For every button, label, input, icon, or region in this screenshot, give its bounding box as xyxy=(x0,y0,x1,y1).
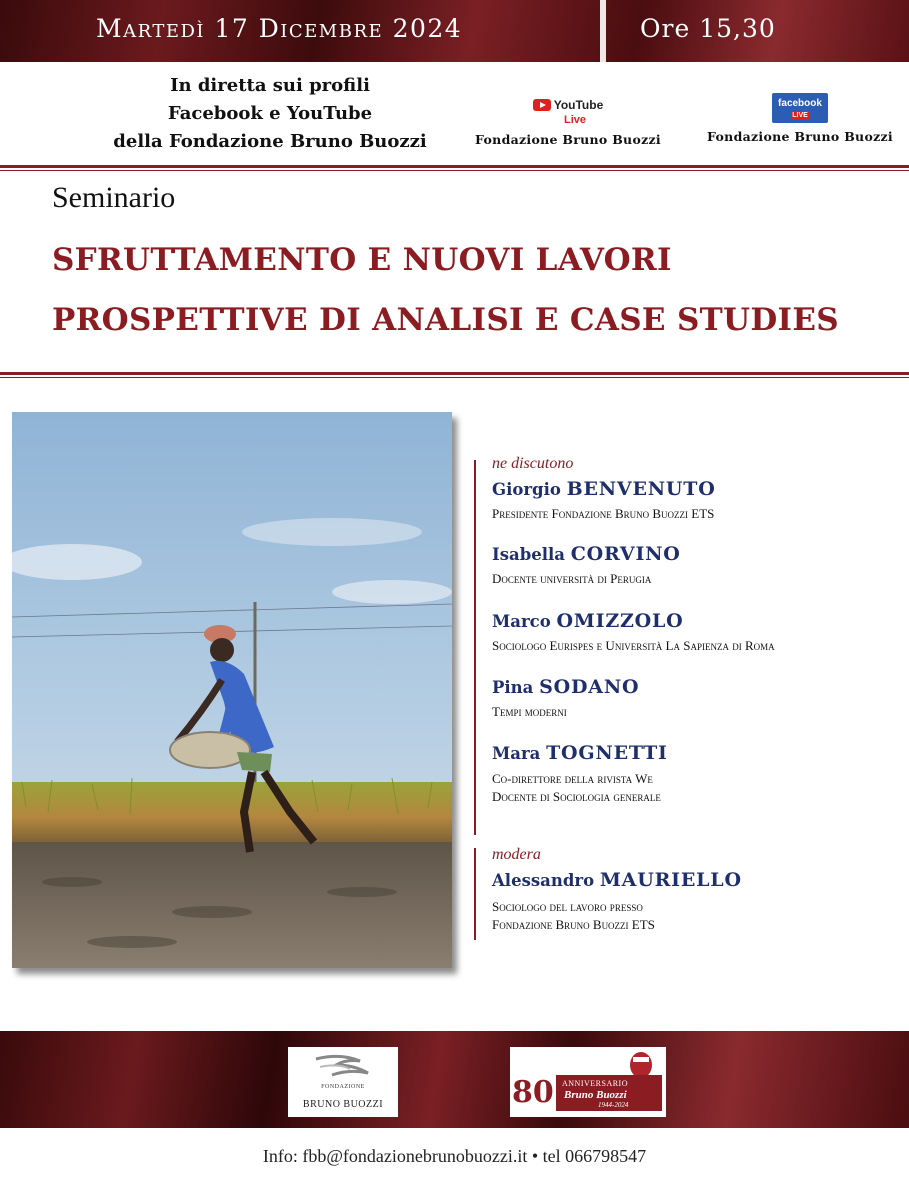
speaker-first-name: Mara xyxy=(492,744,541,763)
speaker-role: Docente università di Perugia xyxy=(492,571,652,586)
youtube-live-badge[interactable] xyxy=(468,96,668,147)
farmer-illustration xyxy=(12,412,452,968)
speaker-role: Tempi moderni xyxy=(492,704,567,719)
anniversary-label: ANNIVERSARIO xyxy=(562,1079,628,1088)
fbb-logo-small-text: FONDAZIONE xyxy=(321,1084,365,1090)
live-line-3: della Fondazione Bruno Buozzi xyxy=(113,131,427,152)
speaker-name xyxy=(492,676,639,698)
moderator-label: modera xyxy=(492,846,541,863)
speaker-role-2: Docente di Sociologia generale xyxy=(492,789,661,804)
divider-middle xyxy=(0,372,909,375)
facebook-live-badge[interactable] xyxy=(700,93,900,144)
live-line-2: Facebook e YouTube xyxy=(167,103,373,124)
fondazione-bruno-buozzi-logo xyxy=(288,1047,398,1117)
event-title-line-1: SFRUTTAMENTO E NUOVI LAVORI xyxy=(52,242,672,278)
speaker-first-name: Marco xyxy=(492,612,551,631)
speaker-name xyxy=(492,742,668,764)
event-date: Martedì 17 Dicembre 2024 xyxy=(96,14,463,43)
speaker-first-name: Pina xyxy=(492,678,534,697)
footer-contact-info: Info: fbb@fondazionebrunobuozzi.it • tel 066798547 xyxy=(262,1146,647,1166)
fbb-emblem-icon xyxy=(310,1053,376,1083)
youtube-caption: Fondazione Bruno Buozzi xyxy=(475,132,661,147)
moderator-first-name: Alessandro xyxy=(492,871,595,890)
fbb-logo-name: BRUNO BUOZZI xyxy=(302,1099,384,1110)
divider-top-thin xyxy=(0,170,909,171)
moderator-name xyxy=(492,869,742,891)
moderator-role: Sociologo del lavoro presso xyxy=(492,899,643,914)
speaker-first-name: Isabella xyxy=(492,545,565,564)
speaker-last-name: SODANO xyxy=(539,676,640,698)
anniversary-logo xyxy=(510,1047,666,1117)
live-line-1: In diretta sui profili xyxy=(170,75,370,96)
event-time: Ore 15,30 xyxy=(640,14,776,43)
live-streaming-text xyxy=(60,72,480,156)
speakers-accent-bar xyxy=(474,460,476,835)
facebook-logo-text: facebook xyxy=(778,98,822,109)
youtube-play-icon xyxy=(533,99,551,111)
speaker-name xyxy=(492,543,681,565)
speaker-name xyxy=(492,478,716,500)
anniversary-years: 1944-2024 xyxy=(598,1101,629,1109)
divider-top xyxy=(0,165,909,168)
speaker-last-name: OMIZZOLO xyxy=(556,610,684,632)
speaker-name xyxy=(492,610,684,632)
bottom-banner xyxy=(0,1031,909,1128)
speaker-role: Sociologo Eurispes e Università La Sapienza di Roma xyxy=(492,638,775,653)
speaker-last-name: TOGNETTI xyxy=(546,742,668,764)
youtube-logo-text: YouTube xyxy=(553,98,604,112)
youtube-live-text: Live xyxy=(563,114,586,126)
divider-middle-thin xyxy=(0,377,909,378)
event-type: Seminario xyxy=(52,181,176,214)
event-title-line-2: PROSPETTIVE DI ANALISI E CASE STUDIES xyxy=(52,302,839,338)
banner-divider xyxy=(600,0,606,62)
speaker-role: Co-direttore della rivista We xyxy=(492,771,653,786)
moderator-role-2: Fondazione Bruno Buozzi ETS xyxy=(492,917,655,932)
speakers-label: ne discutono xyxy=(492,455,574,472)
speaker-last-name: BENVENUTO xyxy=(566,478,716,500)
speaker-first-name: Giorgio xyxy=(492,480,561,499)
top-banner xyxy=(0,0,909,62)
facebook-live-text: LIVE xyxy=(792,112,808,119)
moderator-last-name: MAURIELLO xyxy=(599,869,742,891)
facebook-logo xyxy=(772,93,828,123)
speaker-last-name: CORVINO xyxy=(570,543,681,565)
anniversary-number: 80 xyxy=(512,1075,554,1110)
facebook-caption: Fondazione Bruno Buozzi xyxy=(707,129,893,144)
youtube-logo xyxy=(533,98,604,112)
anniversary-name: Bruno Buozzi xyxy=(564,1089,627,1101)
farmer-photo xyxy=(12,412,452,968)
moderator-accent-bar xyxy=(474,848,476,940)
speaker-role: Presidente Fondazione Bruno Buozzi ETS xyxy=(492,506,715,521)
